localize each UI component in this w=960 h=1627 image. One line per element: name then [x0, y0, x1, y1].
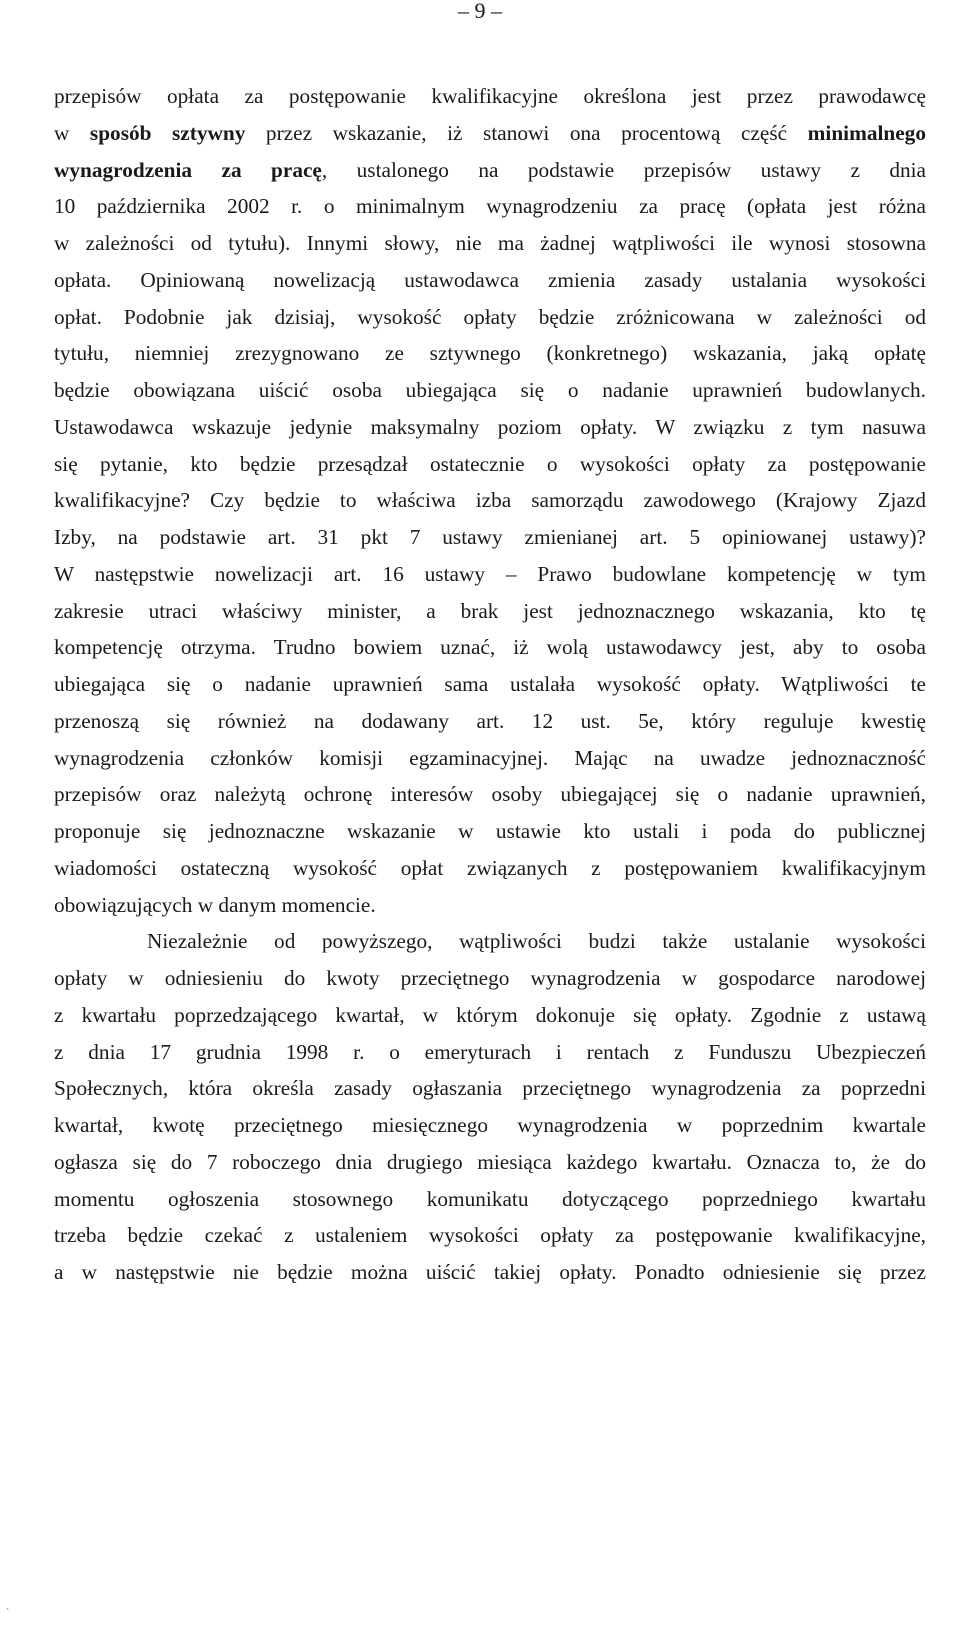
text-line	[54, 1070, 926, 1107]
text-line	[54, 776, 926, 813]
text-run: W następstwie nowelizacji art. 16 ustawy – Prawo budowlane kompetencję w tym	[54, 561, 926, 586]
text-line	[54, 960, 926, 997]
text-run: Ustawodawca wskazuje jedynie maksymalny poziom opłaty. W związku z tym nasuwa	[54, 414, 926, 439]
text-line	[54, 188, 926, 225]
text-run: momentu ogłoszenia stosownego komunikatu dotyczącego poprzedniego kwartału	[54, 1186, 926, 1211]
text-line	[54, 372, 926, 409]
text-line	[54, 78, 926, 115]
document-body	[54, 78, 926, 1291]
text-line	[54, 446, 926, 483]
text-line	[54, 703, 926, 740]
text-run: przepisów opłata za postępowanie kwalifikacyjne określona jest przez prawodawcę	[54, 84, 926, 108]
text-run: z dnia 17 grudnia 1998 r. o emeryturach i rentach z Funduszu Ubezpieczeń	[54, 1039, 926, 1064]
text-line	[54, 666, 926, 703]
text-line	[54, 593, 926, 630]
text-line	[54, 115, 926, 152]
text-line	[54, 335, 926, 372]
text-line	[54, 409, 926, 446]
text-line	[54, 740, 926, 777]
text-run: w	[54, 120, 90, 145]
bold-text-run: wynagrodzenia za pracę	[54, 157, 322, 182]
text-run: kwalifikacyjne? Czy będzie to właściwa izba samorządu zawodowego (Krajowy Zjazd	[54, 488, 926, 513]
text-run: zakresie utraci właściwy minister, a brak jest jednoznacznego wskazania, kto tę	[54, 598, 926, 623]
text-line	[54, 299, 926, 336]
text-run: wynagrodzenia członków komisji egzaminacyjnej. Mając na uwadze jednoznaczność	[54, 745, 926, 770]
text-run: ogłasza się do 7 roboczego dnia drugiego miesiąca każdego kwartału. Oznacza to, że do	[54, 1149, 926, 1174]
text-line	[54, 1217, 926, 1254]
scan-artifact-mark: `	[6, 1608, 10, 1619]
text-line	[54, 1181, 926, 1218]
text-line	[54, 556, 926, 593]
text-run: wiadomości ostateczną wysokość opłat związanych z postępowaniem kwalifikacyjnym	[54, 855, 926, 880]
text-line	[54, 629, 926, 666]
text-line	[54, 482, 926, 519]
text-run: trzeba będzie czekać z ustaleniem wysokości opłaty za postępowanie kwalifikacyjne,	[54, 1223, 926, 1248]
text-line	[54, 850, 926, 887]
text-line	[54, 923, 926, 960]
bold-text-run: sposób sztywny	[89, 120, 246, 145]
text-line	[54, 262, 926, 299]
text-run: tytułu, niemniej zrezygnowano ze sztywnego (konkretnego) wskazania, jaką opłatę	[54, 341, 926, 366]
bold-text-run: minimalnego	[807, 120, 926, 145]
text-run: ubiegająca się o nadanie uprawnień sama ustalała wysokość opłaty. Wątpliwości te	[54, 672, 926, 696]
text-line	[54, 519, 926, 556]
text-run: 10 października 2002 r. o minimalnym wynagrodzeniu za pracę (opłata jest różna	[54, 194, 926, 219]
text-run: się pytanie, kto będzie przesądzał ostatecznie o wysokości opłaty za postępowanie	[54, 451, 926, 476]
text-line	[54, 813, 926, 850]
text-run: przenoszą się również na dodawany art. 12 ust. 5e, który reguluje kwestię	[54, 708, 926, 733]
text-line	[54, 997, 926, 1034]
text-run: w zależności od tytułu). Innymi słowy, nie ma żadnej wątpliwości ile wynosi stosowna	[54, 231, 926, 255]
text-line	[54, 225, 926, 262]
text-line	[54, 152, 926, 189]
paragraph-1	[54, 78, 926, 923]
text-run: Niezależnie od powyższego, wątpliwości budzi także ustalanie wysokości	[147, 929, 926, 954]
text-line	[54, 1144, 926, 1181]
text-run: opłaty w odniesieniu do kwoty przeciętnego wynagrodzenia w gospodarce narodowej	[54, 966, 926, 990]
text-run: z kwartału poprzedzającego kwartał, w którym dokonuje się opłaty. Zgodnie z ustawą	[54, 1002, 926, 1027]
text-run: , ustalonego na podstawie przepisów ustawy z dnia	[321, 157, 927, 182]
text-line	[54, 1107, 926, 1144]
text-run: a w następstwie nie będzie można uiścić takiej opłaty. Ponadto odniesienie się przez	[54, 1260, 926, 1284]
text-run: kwartał, kwotę przeciętnego miesięcznego wynagrodzenia w poprzednim kwartale	[54, 1113, 926, 1137]
text-run: przepisów oraz należytą ochronę interesów osoby ubiegającej się o nadanie uprawnień,	[54, 782, 926, 807]
text-line	[54, 1254, 926, 1291]
page-number: – 9 –	[458, 0, 502, 23]
text-run: opłat. Podobnie jak dzisiaj, wysokość opłaty będzie zróżnicowana w zależności od	[54, 304, 926, 329]
text-run: Izby, na podstawie art. 31 pkt 7 ustawy zmienianej art. 5 opiniowanej ustawy)?	[54, 525, 926, 549]
text-run: kompetencję otrzyma. Trudno bowiem uznać, iż wolą ustawodawcy jest, aby to osoba	[54, 635, 926, 660]
text-run: proponuje się jednoznaczne wskazanie w ustawie kto ustali i poda do publicznej	[54, 819, 926, 843]
text-run: obowiązujących w danym momencie.	[54, 892, 376, 917]
text-run: przez wskazanie, iż stanowi ona procentową część	[245, 120, 808, 145]
text-run: Społecznych, która określa zasady ogłaszania przeciętnego wynagrodzenia za poprzedni	[54, 1076, 926, 1101]
text-run: będzie obowiązana uiścić osoba ubiegająca się o nadanie uprawnień budowlanych.	[54, 378, 926, 402]
text-run: opłata. Opiniowaną nowelizacją ustawodawca zmienia zasady ustalania wysokości	[54, 267, 926, 292]
paragraph-2	[54, 923, 926, 1291]
text-line	[54, 887, 926, 924]
text-line	[54, 1034, 926, 1071]
